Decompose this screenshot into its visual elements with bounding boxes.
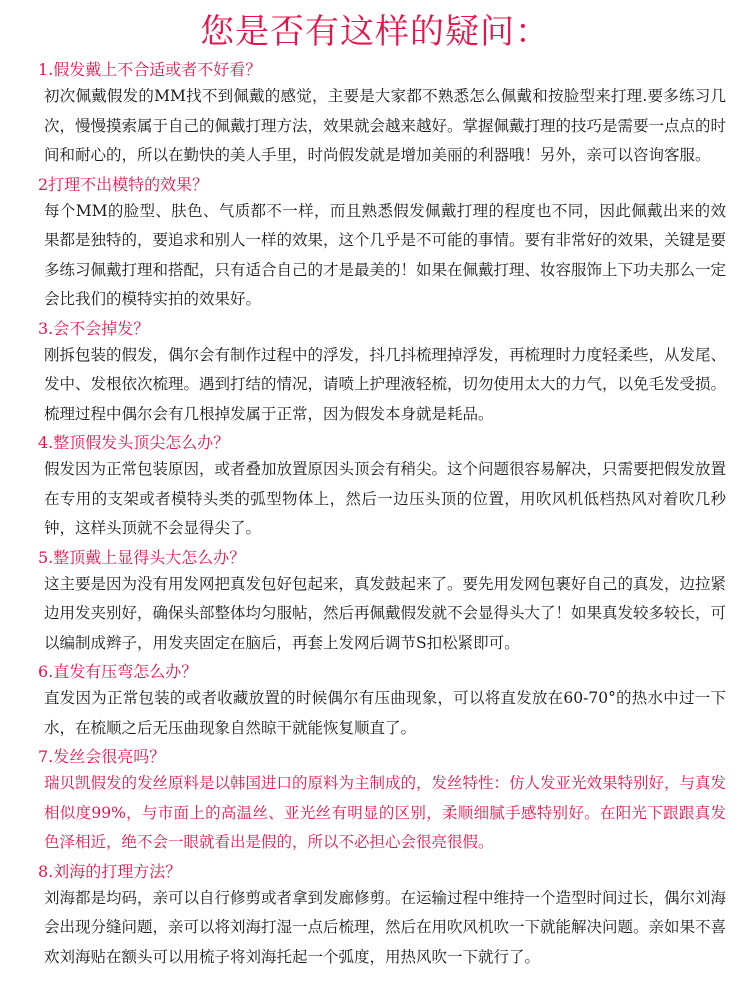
faq-question: 5.整顶戴上显得头大怎么办？ (38, 547, 246, 567)
faq-answer: 假发因为正常包装原因，或者叠加放置原因头顶会有稍尖。这个问题很容易解决，只需要把假发放置在专用的支架或者模特头类的弧型物体上，然后一边压头顶的位置，用吹风机低档热风对着吹几秒钟，这样头顶就不会显得尖了。 (44, 460, 727, 537)
faq-question: 3.会不会掉发？ (38, 318, 150, 338)
faq-answer: 初次佩戴假发的MM找不到佩戴的感觉，主要是大家都不熟悉怎么佩戴和按脸型来打理.要多练习几次，慢慢摸索属于自己的佩戴打理方法，效果就会越来越好。掌握佩戴打理的技巧是需要一点点的时间和耐心的，所以在勤快的美人手里，时尚假发就是增加美丽的利器哦！另外，亲可以咨询客服。 (44, 87, 727, 164)
faq-section-3 (38, 317, 730, 430)
faq-question: 8.刘海的打理方法？ (38, 861, 182, 881)
faq-question: 2打理不出模特的效果？ (38, 174, 209, 194)
faq-answer-highlight: 瑞贝凯假发的发丝原料是以韩国进口的原料为主制成的，发丝特性：仿人发亚光效果特别好，与真发相似度99%，与市面上的高温丝、亚光丝有明显的区别，柔顺细腻手感特别好。在阳光下跟跟真发色泽相近，绝不会一眼就看出是假的，所以不必担心会很亮很假。 (44, 774, 727, 851)
faq-answer: 刘海都是均码，亲可以自行修剪或者拿到发廊修剪。在运输过程中维持一个造型时间过长，偶尔刘海会出现分缝问题，亲可以将刘海打湿一点后梳理，然后在用吹风机吹一下就能解决问题。亲如果不喜欢刘海贴在额头可以用梳子将刘海托起一个弧度，用热风吹一下就行了。 (44, 888, 727, 966)
faq-answer: 每个MM的脸型、肤色、气质都不一样，而且熟悉假发佩戴打理的程度也不同，因此佩戴出来的效果都是独特的，要追求和别人一样的效果，这个几乎是不可能的事情。要有非常好的效果，关键是要多练习佩戴打理和搭配，只有适合自己的才是最美的！如果在佩戴打理、妆容服饰上下功夫那么一定会比我们的模特实拍的效果好。 (44, 201, 727, 308)
faq-section-1 (38, 58, 730, 171)
faq-question: 6.直发有压弯怎么办？ (38, 662, 198, 681)
faq-section-6 (38, 660, 730, 743)
faq-section-2 (38, 173, 730, 315)
faq-answer: 刚拆包装的假发，偶尔会有制作过程中的浮发，抖几抖梳理掉浮发，再梳理时力度轻柔些，从发尾、发中、发根依次梳理。遇到打结的情况，请喷上护理液轻梳，切勿使用太大的力气，以免毛发受损。梳理过程中偶尔会有几根掉发属于正常，因为假发本身就是耗品。 (44, 345, 727, 423)
faq-question: 4.整顶假发头顶尖怎么办？ (38, 433, 230, 452)
faq-section-8 (38, 860, 730, 973)
faq-section-4 (38, 431, 730, 544)
faq-answer: 直发因为正常包装的或者收藏放置的时候偶尔有压曲现象，可以将直发放在60-70°的热水中过一下水，在梳顺之后无压曲现象自然晾干就能恢复顺直了。 (44, 689, 726, 737)
faq-question: 1.假发戴上不合适或者不好看？ (38, 60, 262, 79)
faq-question: 7.发丝会很亮吗？ (38, 747, 166, 766)
page-title: 您是否有这样的疑问： (200, 12, 550, 52)
faq-section-7 (38, 745, 730, 858)
faq-section-5 (38, 546, 730, 659)
faq-answer: 这主要是因为没有用发网把真发包好包起来，真发鼓起来了。要先用发网包裹好自己的真发，边拉紧边用发夹别好，确保头部整体均匀服帖，然后再佩戴假发就不会显得头大了！如果真发较多较长，可以编制成辫子，用发夹固定在脑后，再套上发网后调节S扣松紧即可。 (44, 574, 727, 652)
